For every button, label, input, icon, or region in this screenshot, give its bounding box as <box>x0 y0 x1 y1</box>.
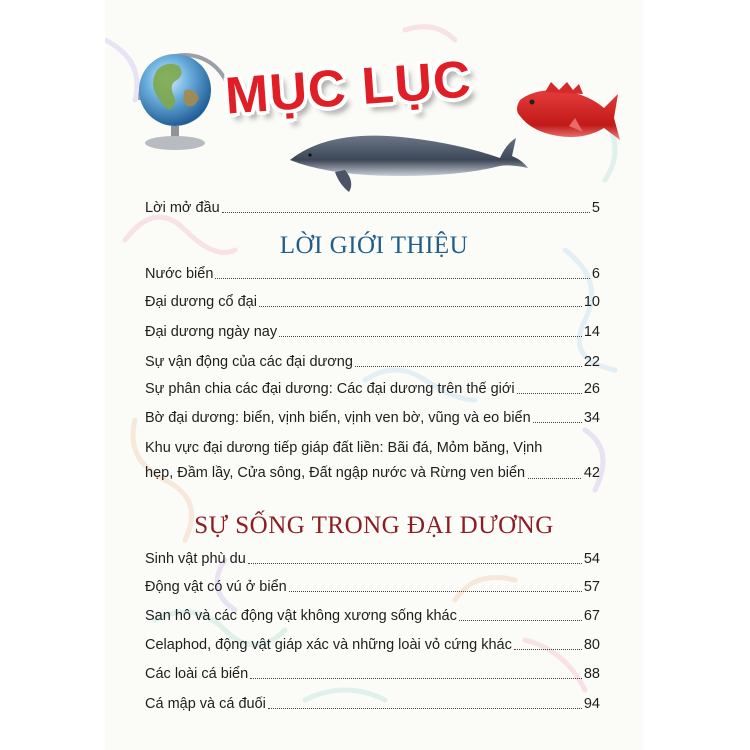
dot-leader <box>289 591 582 592</box>
toc-entry-label: Các loài cá biển <box>145 666 249 682</box>
toc-entry <box>145 578 600 596</box>
toc-entry-page: 54 <box>583 551 600 567</box>
toc-entry-page: 22 <box>583 354 600 370</box>
toc-entry <box>145 665 600 683</box>
red-fish-icon <box>517 82 620 140</box>
toc-entry-page: 5 <box>591 200 600 216</box>
dot-leader <box>528 478 581 479</box>
toc-entry-label-line2: hẹp, Đầm lầy, Cửa sông, Đất ngập nước và Rừng ven biển <box>145 465 526 481</box>
toc-entry-label: Sự phân chia các đại dương: Các đại dương trên thế giới <box>145 381 515 397</box>
dot-leader <box>215 278 590 279</box>
toc-entry-label: Bờ đại dương: biển, vịnh biển, vịnh ven bờ, vũng và eo biển <box>145 410 531 426</box>
dot-leader <box>268 708 582 709</box>
toc-entry-page: 57 <box>583 579 600 595</box>
toc-entry-page: 10 <box>583 294 600 310</box>
dot-leader <box>459 620 582 621</box>
toc-entry-page: 80 <box>583 637 600 653</box>
toc-entry-label-line1: Khu vực đại dương tiếp giáp đất liền: Bãi đá, Mỏm băng, Vịnh <box>145 440 543 456</box>
toc-entry <box>145 636 600 654</box>
book-page <box>105 0 643 750</box>
toc-entry-page: 42 <box>583 465 600 481</box>
toc-entry-label: Celaphod, động vật giáp xác và những loài vỏ cứng khác <box>145 637 512 653</box>
toc-entry-page: 26 <box>583 381 600 397</box>
toc-entry <box>145 380 600 398</box>
toc-entry-multiline <box>145 436 600 486</box>
globe-icon <box>139 54 230 150</box>
dot-leader <box>259 306 582 307</box>
toc-entry <box>145 409 600 427</box>
toc-entry-label: Đại dương ngày nay <box>145 324 278 340</box>
toc-entry-page: 88 <box>583 666 600 682</box>
toc-entry-label: Sinh vật phù du <box>145 551 246 567</box>
toc-entry <box>145 323 600 341</box>
dot-leader <box>355 366 582 367</box>
dot-leader <box>250 678 582 679</box>
dot-leader <box>248 563 582 564</box>
toc-entry-intro <box>145 199 600 217</box>
toc-entry-label: Sự vận động của các đại dương <box>145 354 353 370</box>
toc-entry-label: San hô và các động vật không xương sống khác <box>145 608 457 624</box>
toc-entry <box>145 695 600 713</box>
page-title: MỤC LỤC <box>223 50 474 126</box>
toc-entry <box>145 265 600 283</box>
dot-leader <box>533 422 582 423</box>
toc-entry <box>145 607 600 625</box>
toc-entry <box>145 550 600 568</box>
toc-entry-page: 67 <box>583 608 600 624</box>
toc-entry-page: 94 <box>583 696 600 712</box>
toc-entry-label: Đại dương cổ đại <box>145 294 257 310</box>
whale-icon <box>290 136 528 192</box>
toc-entry <box>145 293 600 311</box>
dot-leader <box>517 393 582 394</box>
toc-entry-page: 34 <box>583 410 600 426</box>
toc-entry-page: 14 <box>583 324 600 340</box>
toc-entry-label: Động vật có vú ở biển <box>145 579 287 595</box>
toc-entry-label: Nước biển <box>145 266 214 282</box>
dot-leader <box>222 212 590 213</box>
toc-entry-label: Cá mập và cá đuối <box>145 696 266 712</box>
toc-entry-page: 6 <box>591 266 600 282</box>
section-heading: LỜI GIỚI THIỆU <box>279 232 469 259</box>
section-heading: SỰ SỐNG TRONG ĐẠI DƯƠNG <box>194 512 554 539</box>
toc-entry <box>145 353 600 371</box>
toc-entry-label: Lời mở đầu <box>145 200 220 216</box>
dot-leader <box>514 649 582 650</box>
dot-leader <box>279 336 582 337</box>
